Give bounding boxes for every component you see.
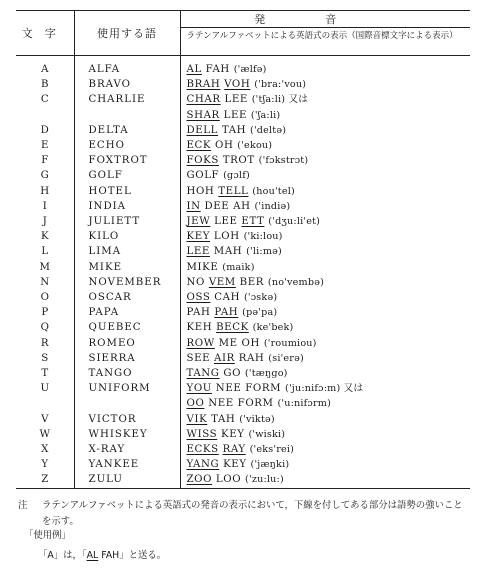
- table-row: [16, 92, 470, 107]
- table-row: [16, 56, 470, 78]
- syllable: OH: [211, 140, 238, 152]
- ipa-transcription: (gɔlf): [223, 170, 250, 182]
- syllable: LOH: [210, 231, 244, 243]
- stressed-syllable: IN: [186, 200, 201, 212]
- cell-pronunciation: [180, 108, 470, 123]
- cell-word: JULIETT: [74, 214, 180, 229]
- table-row: [16, 351, 470, 366]
- cell-pronunciation: [180, 56, 470, 78]
- cell-letter: J: [16, 214, 74, 229]
- syllable: ME OH: [214, 337, 264, 349]
- cell-word: ALFA: [74, 56, 180, 78]
- cell-word: FOXTROT: [74, 153, 180, 168]
- cell-pronunciation: [180, 168, 470, 183]
- table-row: [16, 336, 470, 351]
- example-prefix: 「A」は，「: [38, 550, 87, 561]
- syllable: KEH: [186, 322, 217, 334]
- cell-pronunciation: [180, 305, 470, 320]
- ipa-transcription: ('tʃa:li) 又は: [251, 94, 309, 106]
- ipa-transcription: ('ki:lou): [243, 231, 283, 243]
- cell-pronunciation: [180, 92, 470, 107]
- stressed-syllable: PAH: [214, 307, 239, 319]
- cell-pronunciation: [180, 336, 470, 351]
- ipa-transcription: ('deltə): [250, 124, 287, 136]
- cell-word: X-RAY: [74, 442, 180, 457]
- syllable: MAH: [209, 246, 247, 258]
- ipa-transcription: ('ju:nifɔ:m) 又は: [285, 383, 364, 395]
- stressed-syllable: ZOO: [186, 474, 213, 486]
- stressed-syllable: VOH: [224, 79, 251, 91]
- cell-word: SIERRA: [74, 351, 180, 366]
- table-row: [16, 427, 470, 442]
- stressed-syllable: RAY: [222, 444, 246, 456]
- cell-letter: B: [16, 77, 74, 92]
- syllable: PAH: [186, 307, 215, 319]
- syllable: GO: [219, 368, 245, 380]
- syllable: CAH: [210, 292, 244, 304]
- ipa-transcription: (si'erə): [268, 352, 304, 364]
- table-row: [16, 290, 470, 305]
- stressed-syllable: VEM: [208, 276, 236, 288]
- stressed-syllable: YOU: [186, 383, 212, 395]
- cell-letter: Z: [16, 472, 74, 488]
- ipa-transcription: (no'vembə): [267, 276, 325, 288]
- ipa-transcription: ('roumiou): [263, 337, 317, 349]
- table-row: [16, 260, 470, 275]
- header-pronunciation: 発音: [180, 11, 470, 28]
- table-body: [16, 56, 470, 489]
- ipa-transcription: ('ɔskə): [243, 292, 278, 304]
- syllable: TAH: [207, 413, 240, 425]
- cell-pronunciation: [180, 275, 470, 290]
- table-row: [16, 138, 470, 153]
- table-row: [16, 199, 470, 214]
- cell-word: VICTOR: [74, 412, 180, 427]
- stressed-syllable: ROW: [186, 337, 215, 349]
- table-row: [16, 184, 470, 199]
- cell-letter: O: [16, 290, 74, 305]
- table-row: [16, 366, 470, 381]
- ipa-transcription: ('wiski): [248, 428, 286, 440]
- cell-pronunciation: [180, 412, 470, 427]
- cell-letter: W: [16, 427, 74, 442]
- example-suffix: 」と送る。: [119, 550, 167, 561]
- example-heading: 「使用例」: [24, 530, 71, 541]
- table-row: [16, 472, 470, 488]
- cell-pronunciation: [180, 244, 470, 259]
- syllable: SEE: [186, 352, 214, 364]
- ipa-transcription: ('ʃa:li): [250, 109, 281, 121]
- syllable: FAH: [201, 64, 234, 75]
- cell-pronunciation: [180, 351, 470, 366]
- cell-letter: C: [16, 92, 74, 107]
- syllable: KEY: [219, 459, 251, 471]
- cell-pronunciation: [180, 77, 470, 92]
- table-row: [16, 153, 470, 168]
- ipa-transcription: ('zu:lu:): [245, 474, 284, 486]
- table-row: [16, 229, 470, 244]
- cell-word: WHISKEY: [74, 427, 180, 442]
- example-middle: FAH: [98, 550, 120, 561]
- cell-word: [74, 396, 180, 411]
- cell-word: TANGO: [74, 366, 180, 381]
- syllable: MIKE: [186, 261, 223, 273]
- stressed-syllable: VIK: [186, 413, 208, 425]
- table-row: [16, 214, 470, 229]
- ipa-transcription: ('viktə): [239, 413, 275, 425]
- stressed-syllable: ECK: [186, 140, 212, 152]
- ipa-transcription: ('bra:'vou): [254, 79, 307, 91]
- cell-word: NOVEMBER: [74, 275, 180, 290]
- ipa-transcription: (pə'pa): [242, 307, 278, 319]
- cell-letter: U: [16, 381, 74, 396]
- cell-letter: A: [16, 56, 74, 78]
- cell-letter: K: [16, 229, 74, 244]
- cell-word: QUEBEC: [74, 320, 180, 335]
- cell-pronunciation: [180, 199, 470, 214]
- table-row: [16, 275, 470, 290]
- cell-word: KILO: [74, 229, 180, 244]
- cell-word: CHARLIE: [74, 92, 180, 107]
- cell-pronunciation: [180, 396, 470, 411]
- cell-pronunciation: [180, 138, 470, 153]
- stressed-syllable: TANG: [186, 368, 220, 380]
- cell-word: GOLF: [74, 168, 180, 183]
- cell-letter: P: [16, 305, 74, 320]
- cell-pronunciation: [180, 472, 470, 488]
- syllable: TAH: [218, 124, 251, 136]
- syllable: RAH: [234, 352, 269, 364]
- cell-letter: G: [16, 168, 74, 183]
- table-row: [16, 123, 470, 138]
- stressed-syllable: FOKS: [186, 155, 219, 167]
- cell-pronunciation: [180, 290, 470, 305]
- stressed-syllable: ECKS: [186, 444, 219, 456]
- syllable: GOLF: [186, 170, 224, 182]
- cell-word: YANKEE: [74, 457, 180, 472]
- cell-letter: R: [16, 336, 74, 351]
- cell-letter: M: [16, 260, 74, 275]
- cell-letter: N: [16, 275, 74, 290]
- cell-letter: T: [16, 366, 74, 381]
- syllable: BER: [235, 276, 268, 288]
- cell-letter: D: [16, 123, 74, 138]
- stressed-syllable: BRAH: [186, 79, 221, 91]
- table-row: [16, 244, 470, 259]
- cell-pronunciation: [180, 214, 470, 229]
- stressed-syllable: KEY: [186, 231, 211, 243]
- cell-word: MIKE: [74, 260, 180, 275]
- table-row: [16, 108, 470, 123]
- syllable: KEY: [217, 428, 249, 440]
- ipa-transcription: ('ælfə): [233, 64, 267, 75]
- cell-word: OSCAR: [74, 290, 180, 305]
- ipa-transcription: (ke'bek): [252, 322, 294, 334]
- stressed-syllable: AIR: [214, 352, 235, 364]
- cell-word: DELTA: [74, 123, 180, 138]
- cell-pronunciation: [180, 229, 470, 244]
- footnote-text: ラテンアルファベットによる英語式の発音の表示において，下線を付してある部分は語勢の強いことを示す。: [42, 500, 463, 527]
- cell-letter: L: [16, 244, 74, 259]
- header-word: 使用する語: [74, 11, 180, 56]
- stressed-syllable: LEE: [186, 246, 210, 258]
- stressed-syllable: TELL: [218, 185, 249, 197]
- ipa-transcription: ('dʒu:li'et): [268, 216, 321, 228]
- cell-pronunciation: [180, 366, 470, 381]
- cell-letter: E: [16, 138, 74, 153]
- example-stress: AL: [86, 550, 99, 561]
- stressed-syllable: WISS: [186, 428, 218, 440]
- table-row: [16, 442, 470, 457]
- ipa-transcription: (maik): [222, 261, 255, 273]
- cell-pronunciation: [180, 442, 470, 457]
- table-row: [16, 320, 470, 335]
- syllable: NO: [186, 276, 209, 288]
- cell-letter: S: [16, 351, 74, 366]
- ipa-transcription: ('ekou): [237, 140, 273, 152]
- syllable: HOH: [186, 185, 219, 197]
- table-row: [16, 381, 470, 396]
- cell-pronunciation: [180, 260, 470, 275]
- stressed-syllable: OSS: [186, 292, 211, 304]
- syllable: NEE FORM: [211, 383, 285, 395]
- ipa-transcription: ('fɔkstrɔt): [258, 155, 309, 167]
- ipa-transcription: ('indiə): [254, 200, 291, 212]
- cell-pronunciation: [180, 427, 470, 442]
- cell-word: UNIFORM: [74, 381, 180, 396]
- cell-letter: [16, 396, 74, 411]
- ipa-transcription: ('tæŋgo): [244, 368, 288, 380]
- cell-word: BRAVO: [74, 77, 180, 92]
- table-row: [16, 305, 470, 320]
- stressed-syllable: DELL: [186, 124, 219, 136]
- table-row: [16, 396, 470, 411]
- cell-letter: F: [16, 153, 74, 168]
- table-row: [16, 168, 470, 183]
- cell-pronunciation: [180, 123, 470, 138]
- stressed-syllable: JEW: [186, 216, 211, 228]
- syllable: TROT: [218, 155, 259, 167]
- cell-pronunciation: [180, 381, 470, 396]
- footnote-label: 注: [18, 500, 28, 511]
- ipa-transcription: ('jæŋki): [250, 459, 290, 471]
- syllable: LEE: [219, 109, 251, 121]
- cell-word: [74, 108, 180, 123]
- cell-letter: X: [16, 442, 74, 457]
- syllable: LEE: [220, 94, 252, 106]
- ipa-transcription: ('li:mə): [246, 246, 282, 258]
- cell-word: INDIA: [74, 199, 180, 214]
- stressed-syllable: CHAR: [186, 94, 221, 106]
- stressed-syllable: BECK: [216, 322, 249, 334]
- ipa-transcription: (hou'tel): [252, 185, 295, 197]
- cell-word: LIMA: [74, 244, 180, 259]
- cell-word: PAPA: [74, 305, 180, 320]
- table-row: [16, 457, 470, 472]
- cell-letter: I: [16, 199, 74, 214]
- cell-pronunciation: [180, 457, 470, 472]
- stressed-syllable: OO: [186, 398, 205, 410]
- syllable: NEE FORM: [204, 398, 278, 410]
- phonetic-alphabet-table: [16, 10, 470, 489]
- ipa-transcription: ('eks'rei): [249, 444, 295, 456]
- table-row: [16, 77, 470, 92]
- cell-word: ECHO: [74, 138, 180, 153]
- cell-letter: V: [16, 412, 74, 427]
- syllable: DEE AH: [200, 200, 255, 212]
- cell-letter: Q: [16, 320, 74, 335]
- cell-word: HOTEL: [74, 184, 180, 199]
- cell-pronunciation: [180, 320, 470, 335]
- syllable: LOO: [212, 474, 246, 486]
- stressed-syllable: ETT: [241, 216, 265, 228]
- ipa-transcription: ('u:nifɔrm): [277, 398, 332, 410]
- cell-word: ROMEO: [74, 336, 180, 351]
- stressed-syllable: YANG: [186, 459, 220, 471]
- example-text: [38, 548, 166, 564]
- table-row: [16, 412, 470, 427]
- stressed-syllable: SHAR: [186, 109, 220, 121]
- header-letter: 文字: [16, 11, 74, 56]
- cell-word: ZULU: [74, 472, 180, 488]
- cell-pronunciation: [180, 153, 470, 168]
- stressed-syllable: AL: [186, 64, 202, 75]
- cell-pronunciation: [180, 184, 470, 199]
- syllable: LEE: [210, 216, 242, 228]
- cell-letter: Y: [16, 457, 74, 472]
- cell-letter: H: [16, 184, 74, 199]
- cell-letter: [16, 108, 74, 123]
- header-pronunciation-subtitle: ラテンアルファベットによる英語式の表示（国際音標文字による表示）: [180, 28, 470, 56]
